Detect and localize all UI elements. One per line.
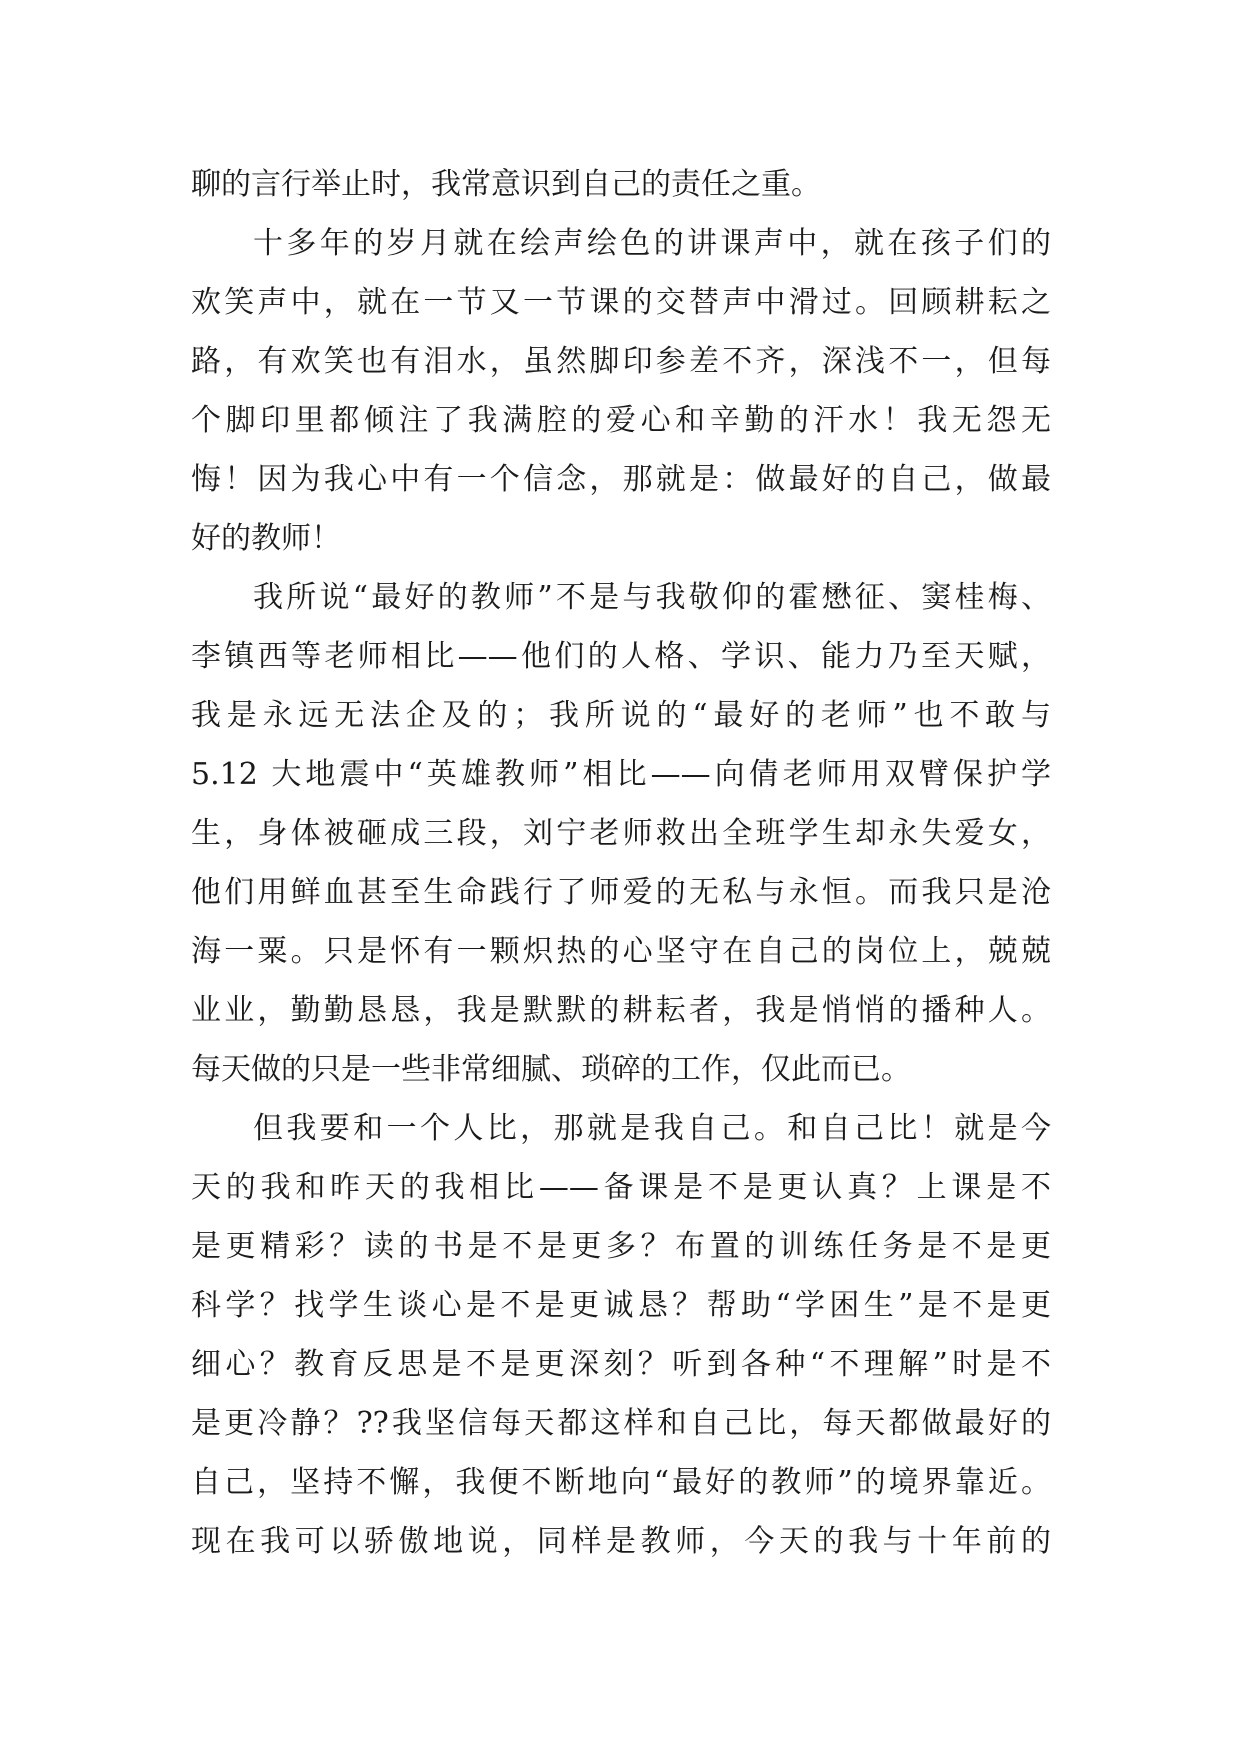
text-line: 我是永远无法企及的；我所说的“最好的老师”也不敢与: [191, 698, 1051, 733]
text-line: 欢笑声中，就在一节又一节课的交替声中滑过。回顾耕耘之: [191, 285, 1051, 320]
text-line: 他们用鲜血甚至生命践行了师爱的无私与永恒。而我只是沧: [191, 875, 1051, 910]
paragraph-first-line: 但我要和一个人比，那就是我自己。和自己比！就是今: [253, 1111, 1051, 1146]
text-line: 自己，坚持不懈，我便不断地向“最好的教师”的境界靠近。: [191, 1465, 1051, 1500]
text-line: 天的我和昨天的我相比——备课是不是更认真？上课是不: [191, 1170, 1051, 1205]
text-line: 好的教师！: [191, 521, 341, 556]
text-line: 5.12 大地震中“英雄教师”相比——向倩老师用双臂保护学: [191, 757, 1051, 792]
body-text: [191, 155, 1051, 1571]
text-line: 是更冷静？??我坚信每天都这样和自己比，每天都做最好的: [191, 1406, 1051, 1441]
text-line: 每天做的只是一些非常细腻、琐碎的工作，仅此而已。: [191, 1052, 911, 1087]
text-line: 李镇西等老师相比——他们的人格、学识、能力乃至天赋，: [191, 639, 1051, 674]
paragraph-first-line: 十多年的岁月就在绘声绘色的讲课声中，就在孩子们的: [253, 226, 1051, 261]
text-line: 科学？找学生谈心是不是更诚恳？帮助“学困生”是不是更: [191, 1288, 1051, 1323]
text-line: 路，有欢笑也有泪水，虽然脚印参差不齐，深浅不一，但每: [191, 344, 1051, 379]
text-line: 细心？教育反思是不是更深刻？听到各种“不理解”时是不: [191, 1347, 1051, 1382]
text-line: 海一粟。只是怀有一颗炽热的心坚守在自己的岗位上，兢兢: [191, 934, 1051, 969]
text-line: 生，身体被砸成三段，刘宁老师救出全班学生却永失爱女，: [191, 816, 1051, 851]
text-line: 是更精彩？读的书是不是更多？布置的训练任务是不是更: [191, 1229, 1051, 1264]
text-line: 现在我可以骄傲地说，同样是教师，今天的我与十年前的: [191, 1524, 1051, 1559]
paragraph-first-line: 我所说“最好的教师”不是与我敬仰的霍懋征、窦桂梅、: [253, 580, 1051, 615]
text-line: 悔！因为我心中有一个信念，那就是：做最好的自己，做最: [191, 462, 1051, 497]
text-line: 聊的言行举止时，我常意识到自己的责任之重。: [191, 167, 821, 202]
text-line: 业业，勤勤恳恳，我是默默的耕耘者，我是悄悄的播种人。: [191, 993, 1051, 1028]
text-line: 个脚印里都倾注了我满腔的爱心和辛勤的汗水！我无怨无: [191, 403, 1051, 438]
